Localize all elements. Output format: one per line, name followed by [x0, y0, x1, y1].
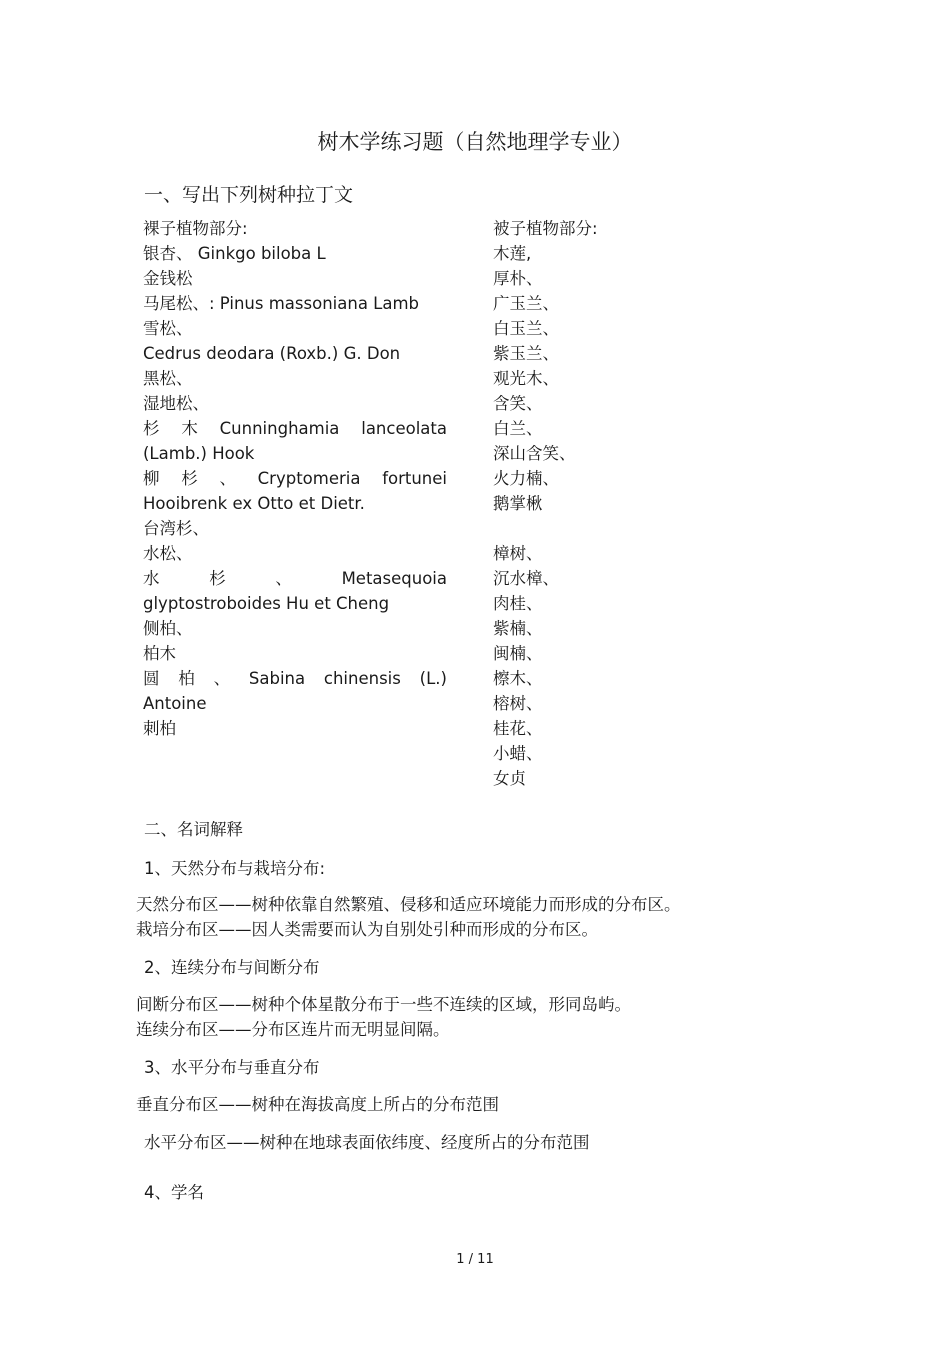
definition-line: 天然分布区——树种依靠自然繁殖、侵移和适应环境能力而形成的分布区。	[136, 895, 681, 914]
species-item: 广玉兰、	[493, 294, 559, 313]
species-item: 紫楠、	[493, 619, 543, 638]
species-line: 台湾杉、	[143, 519, 209, 538]
species-line: Hooibrenk ex Otto et Dietr.	[143, 494, 365, 513]
species-item: 木莲,	[493, 244, 532, 263]
species-item: 桂花、	[493, 719, 543, 738]
species-line: Antoine	[143, 694, 207, 713]
species-item: 白兰、	[493, 419, 543, 438]
species-item: 小蜡、	[493, 744, 543, 763]
species-line: (Lamb.) Hook	[143, 444, 255, 463]
species-line: 刺柏	[143, 719, 176, 738]
question-heading: 2、连续分布与间断分布	[144, 958, 320, 977]
word: 木	[181, 419, 198, 438]
species-line: 水松、	[143, 544, 193, 563]
word: 、	[213, 669, 231, 688]
angiosperm-header: 被子植物部分:	[493, 219, 598, 238]
word: Cryptomeria	[257, 469, 361, 488]
word: 杉	[209, 569, 226, 588]
species-line: 银杏、 Ginkgo biloba L	[143, 244, 326, 263]
species-item: 女贞	[493, 769, 526, 788]
word: 水	[143, 569, 160, 588]
question-heading: 4、学名	[144, 1183, 204, 1202]
document-title: 树木学练习题（自然地理学专业）	[317, 130, 633, 154]
species-line-justified	[143, 466, 447, 491]
word: 杉	[143, 419, 160, 438]
species-line-justified	[143, 666, 447, 691]
word: Metasequoia	[341, 569, 447, 588]
word: lanceolata	[361, 419, 447, 438]
word: 杉	[181, 469, 198, 488]
species-item: 鹅掌楸	[493, 494, 543, 513]
species-item: 厚朴、	[493, 269, 543, 288]
page-number: 1 / 11	[456, 1252, 494, 1267]
definition-line: 水平分布区——树种在地球表面依纬度、经度所占的分布范围	[144, 1133, 590, 1152]
question-heading: 3、水平分布与垂直分布	[144, 1058, 320, 1077]
section-heading-terms: 二、名词解释	[144, 820, 243, 839]
species-line: glyptostroboides Hu et Cheng	[143, 594, 390, 613]
species-item: 火力楠、	[493, 469, 559, 488]
species-item: 檫木、	[493, 669, 543, 688]
word: Cunninghamia	[219, 419, 340, 438]
species-item: 观光木、	[493, 369, 559, 388]
species-item: 深山含笑、	[493, 444, 576, 463]
word: 、	[219, 469, 236, 488]
word: 圆	[143, 669, 160, 688]
word: 、	[275, 569, 292, 588]
species-item: 榕树、	[493, 694, 543, 713]
species-item: 白玉兰、	[493, 319, 559, 338]
word: Sabina	[248, 669, 306, 688]
species-item: 闽楠、	[493, 644, 543, 663]
angiosperm-column	[493, 216, 693, 791]
question-heading: 1、天然分布与栽培分布:	[144, 859, 326, 878]
word: 柳	[143, 469, 160, 488]
species-line: 湿地松、	[143, 394, 209, 413]
section-heading-latin-names: 一、写出下列树种拉丁文	[144, 184, 354, 206]
word: fortunei	[382, 469, 447, 488]
gymnosperm-header: 裸子植物部分:	[143, 219, 248, 238]
species-line: Cedrus deodara (Roxb.) G. Don	[143, 344, 401, 363]
definition-line: 连续分布区——分布区连片而无明显间隔。	[136, 1020, 450, 1039]
species-line: 侧柏、	[143, 619, 193, 638]
species-line: 金钱松	[143, 269, 193, 288]
species-item: 含笑、	[493, 394, 543, 413]
species-item: 樟树、	[493, 544, 543, 563]
species-line-justified	[143, 566, 447, 591]
gymnosperm-column	[143, 216, 447, 741]
definition-line: 垂直分布区——树种在海拔高度上所占的分布范围	[136, 1095, 499, 1114]
species-item: 紫玉兰、	[493, 344, 559, 363]
word: (L.)	[419, 669, 447, 688]
species-line: 马尾松、: Pinus massoniana Lamb	[143, 294, 420, 313]
species-line: 黑松、	[143, 369, 193, 388]
blank-line	[493, 516, 693, 541]
definition-line: 间断分布区——树种个体星散分布于一些不连续的区域，形同岛屿。	[136, 995, 631, 1014]
definition-line: 栽培分布区——因人类需要而认为自别处引种而形成的分布区。	[136, 920, 598, 939]
word: 柏	[178, 669, 195, 688]
species-item: 肉桂、	[493, 594, 543, 613]
species-item: 沉水樟、	[493, 569, 559, 588]
word: chinensis	[323, 669, 401, 688]
species-line-justified	[143, 416, 447, 441]
species-line: 雪松、	[143, 319, 193, 338]
species-line: 柏木	[143, 644, 176, 663]
